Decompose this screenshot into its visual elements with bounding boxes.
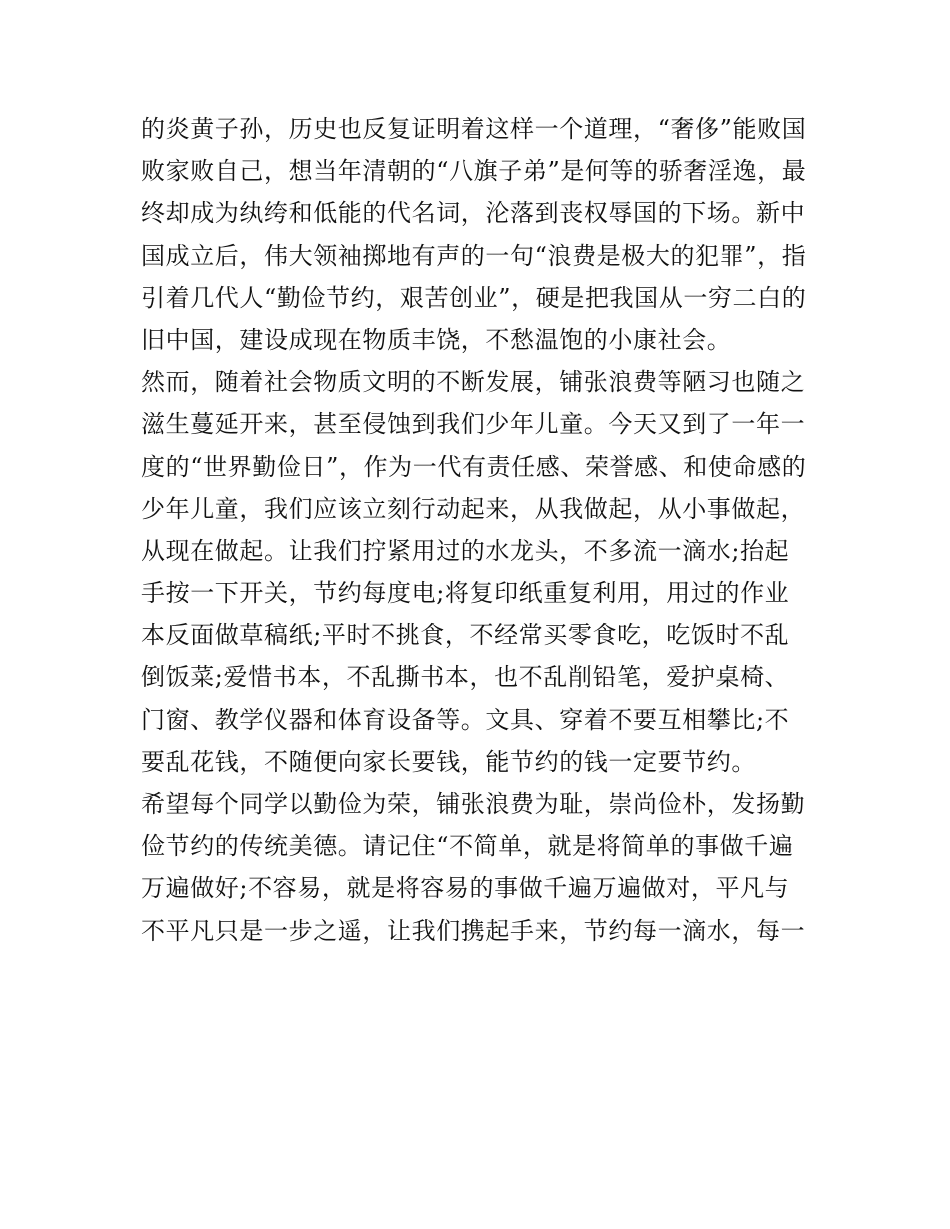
text-line: 滋生蔓延开来，甚至侵蚀到我们少年儿童。今天又到了一年一 [141, 410, 806, 439]
text-line: 本反面做草稿纸;平时不挑食，不经常买零食吃，吃饭时不乱 [141, 621, 790, 650]
text-line: 倒饭菜;爱惜书本，不乱撕书本，也不乱削铅笔，爱护桌椅、 [141, 663, 790, 692]
text-line: 万遍做好;不容易，就是将容易的事做千遍万遍做对，平凡与 [141, 874, 790, 903]
text-line: 希望每个同学以勤俭为荣，铺张浪费为耻，崇尚俭朴，发扬勤 [141, 790, 806, 818]
text-line: 少年儿童，我们应该立刻行动起来，从我做起，从小事做起， [141, 494, 806, 523]
text-line: 引着几代人“勤俭节约，艰苦创业”，硬是把我国从一穷二白的 [141, 283, 807, 312]
text-line: 国成立后，伟大领袖掷地有声的一句“浪费是极大的犯罪”，指 [141, 241, 807, 270]
text-line: 旧中国，建设成现在物质丰饶，不愁温饱的小康社会。 [141, 325, 732, 354]
text-line: 俭节约的传统美德。请记住“不简单，就是将简单的事做千遍 [141, 832, 794, 861]
text-line: 门窗、教学仪器和体育设备等。文具、穿着不要互相攀比;不 [141, 705, 790, 734]
text-line: 手按一下开关，节约每度电;将复印纸重复利用，用过的作业 [141, 579, 790, 608]
text-line: 败家败自己，想当年清朝的“八旗子弟”是何等的骄奢淫逸，最 [141, 157, 807, 186]
text-line: 要乱花钱，不随便向家长要钱，能节约的钱一定要节约。 [141, 747, 756, 776]
text-line: 度的“世界勤俭日”，作为一代有责任感、荣誉感、和使命感的 [141, 452, 807, 481]
text-line: 然而，随着社会物质文明的不断发展，铺张浪费等陋习也随之 [141, 368, 806, 397]
text-line: 终却成为纨绔和低能的代名词，沦落到丧权辱国的下场。新中 [141, 199, 806, 228]
text-line: 从现在做起。让我们拧紧用过的水龙头，不多流一滴水;抬起 [141, 536, 790, 565]
text-line: 的炎黄子孙，历史也反复证明着这样一个道理，“奢侈”能败国 [141, 115, 807, 143]
text-line: 不平凡只是一步之遥，让我们携起手来，节约每一滴水，每一 [141, 916, 806, 945]
body-text [141, 108, 821, 952]
